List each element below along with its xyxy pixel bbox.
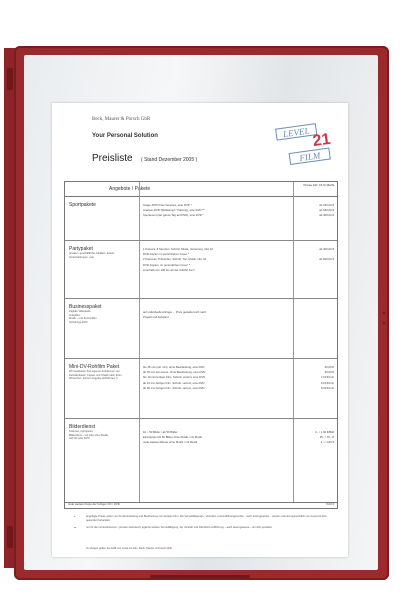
line-item: Sportevent (der ganze Tag auf DVD), eine DVD * (143, 213, 204, 218)
line-item: Image-DVD Ihres Vereines, eine DVD * (143, 203, 192, 207)
level-21-film-logo (274, 121, 340, 167)
table-header (65, 182, 337, 197)
section-subtitle: privater / geschäftliche Jubiläen, Feiern, Veranstaltungen, usw. (69, 252, 115, 259)
section-title: Partypaket (69, 246, 93, 252)
section-subtitle: Wir bearbeiten Ihre eigenen Aufnahmen von Familienfesten, Festen und Urlaub nach Ihren Wünschen. (keine Longplay-Aufnahmen !) (69, 370, 122, 381)
line-price: 20,00 € (324, 365, 334, 369)
line-item: auf individuelle Anfrage ... Preis gestaltet sich nach (143, 310, 207, 314)
section-title: Businesspaket (69, 304, 102, 310)
footnote-mark: ** (74, 526, 77, 531)
line-item: 10 – 50 Bilder / ab 50 Bilder (143, 430, 178, 434)
line-price: ab 180,00 € (319, 208, 334, 213)
line-item: DVD-Kopien im persönlichen Cover * (143, 252, 190, 257)
line-item: bis 10 min fertiger Film, Schnitt, vertont, eine DVD (143, 375, 206, 380)
line-price: 30,00 € (324, 370, 334, 375)
line-item: Jede weitere Minute ohne Musik / mit Musik (143, 440, 198, 445)
title-row (92, 148, 197, 166)
section-business (65, 298, 337, 359)
footer-price: 5,00 € (326, 502, 334, 506)
line-item: Einzelpreis bis 50 Bilder ohne Musik / mit Musik (143, 435, 203, 440)
line-price: 7,00 €/min (320, 375, 334, 380)
line-item: innerhalb von 100 km ab der Anfahrt frei !! (143, 267, 196, 272)
page-title: Preisliste (92, 153, 133, 164)
section-party (65, 240, 337, 299)
line-item: 1 Kamera, 8 Stunden, Schnitt, Musik, Vertonung, inkl. 10 (143, 247, 214, 251)
footnote-mark: * (74, 515, 76, 519)
line-price: 35,- / 70,- € (319, 435, 334, 440)
price-table (64, 181, 338, 503)
footer-copy-row (64, 501, 338, 509)
footnote (72, 515, 334, 522)
section-title: Mini-DV-Rohfilm Paket (69, 364, 120, 370)
line-item: ab 45 min bei einem, ohne Bearbeitung, eine DVD (143, 370, 206, 375)
footer-label: Jede weitere Kopie der fertigen CD / DVD (68, 502, 120, 506)
section-subtitle: Digitale Videokarte Imagefilm Musik – und Konzertfilm Schulungs-DVD (69, 310, 97, 324)
line-item: Projekt und Aufwand (143, 315, 169, 320)
line-item: ab 30 min fertiger Film, Schnitt, vertont, eine DVD (143, 385, 205, 390)
line-item: 2 Kameras, 8 Stunden, Schnitt, Ton, Musik, inkl. 10 (143, 257, 207, 262)
logo-top-text: LEVEL (282, 125, 311, 140)
frame-tick (383, 312, 385, 314)
line-item: Analyse-DVD (Wettkampf / Training), eine DVD ** (143, 208, 205, 213)
company-name: Beck, Maurer & Porsch GbR (92, 117, 151, 122)
terms-note: Im übrigen gelten die AGB von Level-21-Film, Beck, Maurer & Porsch GbR (86, 547, 172, 550)
line-price: 6,00 €/min (320, 380, 334, 385)
page-subtitle: ( Stand Dezember 2005 ) (141, 157, 198, 163)
frame-tick (383, 322, 385, 324)
section-subtitle: Scannen, korrigieren, ... Bildershow – mit oder ohne Musik, Auf CD oder DVD (69, 430, 109, 441)
line-price: 2,- / 1,60 €/Bild (315, 430, 334, 434)
section-title: Sportpakete (69, 202, 96, 208)
line-item: ab 10 min fertiger Film, Schnitt, vertont, eine DVD (143, 380, 205, 385)
footnote (72, 526, 334, 530)
logo-bottom-text: FILM (298, 150, 321, 164)
line-item: bis 45 min (ein min), ohne Bearbeitung, eine DVD (143, 365, 205, 369)
line-price: 5,00 €/min (320, 385, 334, 390)
solution-slogan: Your Personal Solution (92, 133, 158, 139)
section-sport (65, 196, 337, 241)
line-price: ab 300,00 € (319, 247, 334, 251)
line-price: 1,- / 1,80 € (320, 440, 334, 445)
footnote-text: nur für den vereinsinternen / privaten Gebrauch; jegliche weitere Vervielfältigung, der Vertrieb und öffentliche Aufführung – auch auszugsweise – ist nicht gestattet. (86, 526, 273, 530)
section-pictures (65, 418, 337, 502)
header-price: Preise inkl. 16 % MwSt. (303, 183, 335, 187)
footnotes (72, 515, 334, 534)
section-minidv (65, 358, 337, 419)
line-item: DVD-Kopien, im persönlichen Cover * (143, 262, 190, 267)
footnote-text: angefügte Preise gelten nur für die Erstellung und Bearbeitung zum fertigen Film. Die Vervielfältigungs-, Vertriebs- und Aufführungsrechte – auch auszugsweise – werden mitnutzungsrechtlich vom Level-21-Film gesondert behandelt. (86, 515, 327, 522)
section-title: Bilderdienst (69, 424, 96, 430)
line-price: ab 150,00 € (319, 203, 334, 207)
header-label: Angebote / Pakete (109, 186, 151, 192)
price-list-sheet (52, 103, 348, 557)
frame-bottom-bar (150, 575, 250, 578)
line-price: ab 400,00 € (319, 213, 334, 218)
logo-number: 21 (311, 130, 332, 151)
line-price: ab 600,00 € (319, 257, 334, 262)
